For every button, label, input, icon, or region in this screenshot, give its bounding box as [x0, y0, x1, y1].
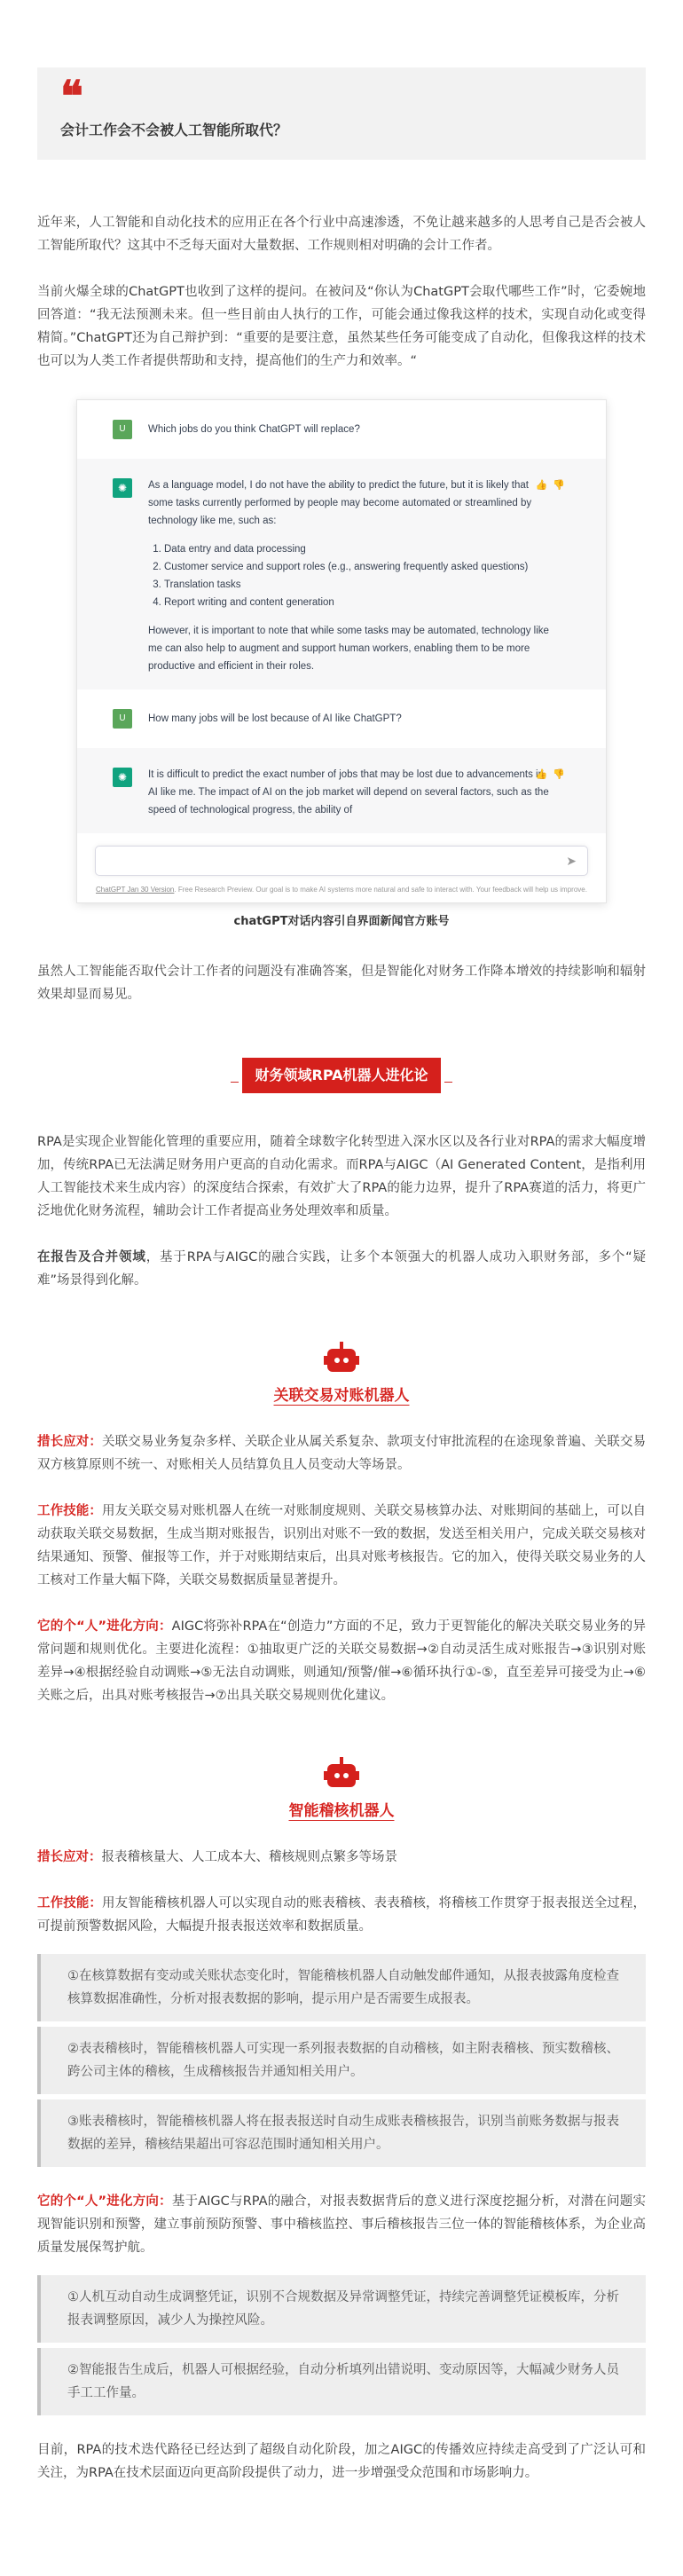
robot2-work: [37, 1892, 646, 1938]
evolution-label: 它的个“人”进化方向：: [37, 1619, 172, 1634]
pain-label: 措长应对：: [37, 1435, 102, 1449]
chat-answer-1-list: [161, 540, 553, 611]
intro-paragraph-2: 当前火爆全球的ChatGPT也收到了这样的提问。在被问及“你认为ChatGPT会取代哪些工作”时，它委婉地回答道：“我无法预测未来。但一些目前由人执行的工作，可能会通过像我这样的技术，实现自动化或变得精简。”ChatGPT还为自己辩护到：“重要的是要注意，虽然某些任务可能变成了自动化，但像我这样的技术也可以为人类工作者提供帮助和支持，提高他们的生产力和效率。“: [37, 285, 646, 368]
section-paragraph-2: [37, 1246, 646, 1292]
section-header: [37, 1058, 646, 1100]
chat-input[interactable]: [95, 846, 588, 876]
work-text: 用友关联交易对账机器人在统一对账制度规则、关联交易核算办法、对账期间的基础上，可以自动获取关联交易数据，生成当期对账报告，识别出对账不一致的数据，发送至相关用户，完成关联交易核对结果通知、预警、催报等工作，并于对账期结束后，出具对账考核报告。它的加入，使得关联交易业务的人工核对工作量大幅下降，关联交易数据质量显著提升。: [37, 1504, 647, 1587]
chat-ai-message-1: [77, 459, 606, 689]
quote-mark-icon: ❝: [60, 72, 83, 122]
robot2-title: 智能稽核机器人: [288, 1802, 395, 1820]
work-label: 工作技能：: [37, 1504, 102, 1518]
footer-text: . Free Research Preview. Our goal is to make AI systems more natural and safe to interact with. Your feedback will help us improve.: [174, 886, 587, 894]
list-item: 4. Report writing and content generation: [164, 594, 553, 611]
evolution-text: 基于AIGC与RPA的融合，对报表数据背后的意义进行深度挖掘分析，对潜在问题实现智能识别和预警，建立事前预防预警、事中稽核监控、事后稽核报告三位一体的智能稽核体系，为企业高质量发展保驾护航。: [37, 2194, 646, 2255]
work-text: 用友智能稽核机器人可以实现自动的账表稽核、表表稽核，将稽核工作贯穿于报表报送全过程，可提前预警数据风险，大幅提升报表报送效率和数据质量。: [37, 1896, 647, 1934]
user-avatar: U: [113, 709, 132, 729]
list-item: ③账表稽核时，智能稽核机器人将在报表报送时自动生成账表稽核报告，识别当前账务数据与报表数据的差异，稽核结果超出可容忍范围时通知相关用户。: [37, 2099, 646, 2167]
pain-text: 报表稽核量大、人工成本大、稽核规则点繁多等场景: [101, 1850, 397, 1864]
chat-footer: [77, 883, 606, 902]
quote-block: [37, 67, 646, 160]
chat-input-area: [77, 833, 606, 883]
robot2-pain: [37, 1846, 646, 1869]
robot2-evolution: [37, 2190, 646, 2259]
after-chat-paragraph: 虽然人工智能能否取代会计工作者的问题没有准确答案，但是智能化对财务工作降本增效的持续影响和辐射效果却显而易见。: [37, 965, 646, 1002]
quote-text: 会计工作会不会被人工智能所取代？: [60, 122, 288, 138]
user-avatar: U: [113, 420, 132, 439]
chat-answer-2: It is difficult to predict the exact number of jobs that may be lost due to advancements in AI like me. The impact of AI on the job market will depend on several factors, such as the speed of technological progress, the ability of: [148, 769, 549, 815]
section-bold-lead: 在报告及合并领域: [37, 1250, 146, 1264]
list-item: 2. Customer service and support roles (e.g., answering frequently asked questions): [164, 558, 553, 576]
list-item: 3. Translation tasks: [164, 576, 553, 594]
chatgpt-logo-icon: ✺: [113, 768, 132, 787]
robot-icon: [326, 1342, 357, 1375]
chat-question-2: How many jobs will be lost because of AI like ChatGPT?: [148, 713, 402, 724]
robot-icon: [326, 1757, 357, 1791]
chat-ai-message-2: [77, 748, 606, 833]
robot1-evolution: [37, 1615, 646, 1707]
robot2-evolution-list: [37, 2275, 646, 2415]
chat-answer-1-intro: As a language model, I do not have the ability to predict the future, but it is likely that some tasks currently performed by people may become automated or streamlined by technology like me, such as:: [148, 480, 532, 526]
article: [0, 67, 683, 2529]
robot1-pain: [37, 1430, 646, 1477]
feedback-thumbs-icon[interactable]: 👍👎: [535, 480, 570, 491]
pain-text: 关联交易业务复杂多样、关联企业从属关系复杂、款项支付审批流程的在途现象普遍、关联交易双方核算原则不统一、对账相关人员结算负且人员变动大等场景。: [37, 1435, 647, 1472]
list-item: ①人机互动自动生成调整凭证，识别不合规数据及异常调整凭证，持续完善调整凭证模板库，分析报表调整原因，减少人为操控风险。: [37, 2275, 646, 2343]
work-label: 工作技能：: [37, 1896, 102, 1910]
chat-user-message-2: [77, 689, 606, 748]
image-caption: chatGPT对话内容引自界面新闻官方账号: [233, 915, 450, 928]
section-paragraph-2-text: ，基于RPA与AIGC的融合实践，让多个本领强大的机器人成功入职财务部，多个“疑难”场景得到化解。: [37, 1250, 646, 1288]
intro-paragraph-1: 近年来，人工智能和自动化技术的应用正在各个行业中高速渗透，不免让越来越多的人思考自己是否会被人工智能所取代？这其中不乏每天面对大量数据、工作规则相对明确的会计工作者。: [37, 216, 646, 253]
closing-paragraph: 目前，RPA的技术迭代路径已经达到了超级自动化阶段，加之AIGC的传播效应持续走高受到了广泛认可和关注，为RPA在技术层面迈向更高阶段提供了动力，进一步增强受众范围和市场影响力。: [37, 2443, 646, 2480]
evolution-label: 它的个“人”进化方向：: [37, 2194, 172, 2209]
chatgpt-logo-icon: ✺: [113, 478, 132, 498]
list-item: ②智能报告生成后，机器人可根据经验，自动分析填列出错说明、变动原因等，大幅减少财务人员手工工作量。: [37, 2348, 646, 2415]
list-item: 1. Data entry and data processing: [164, 540, 553, 558]
version-link[interactable]: ChatGPT Jan 30 Version: [96, 886, 175, 894]
robot1-work: [37, 1500, 646, 1592]
evolution-text: AIGC将弥补RPA在“创造力”方面的不足，致力于更智能化的解决关联交易业务的异常问题和规则优化。主要进化流程：①抽取更广泛的关联交易数据→②自动灵活生成对账报告→③识别对账差异→④根据经验自动调账→⑤无法自动调账，则通知/预警/催→⑥循环执行①-⑤，直至差异可接受为止→⑥关账之后，出具对账考核报告→⑦出具关联交易规则优化建议。: [37, 1619, 647, 1703]
chat-user-message-1: [77, 400, 606, 459]
robot1-title: 关联交易对账机器人: [273, 1387, 410, 1405]
chatgpt-screenshot: [76, 399, 607, 903]
pain-label: 措长应对：: [37, 1850, 102, 1864]
robot2-skill-list: [37, 1954, 646, 2167]
chat-answer-1-outro: However, it is important to note that while some tasks may be automated, technology like me can also help to augment and support human workers, enabling them to be more productive and efficient in their roles.: [148, 626, 549, 672]
list-item: ①在核算数据有变动或关账状态变化时，智能稽核机器人自动触发邮件通知，从报表披露角度检查核算数据准确性，分析对报表数据的影响，提示用户是否需要生成报表。: [37, 1954, 646, 2021]
list-item: ②表表稽核时，智能稽核机器人可实现一系列报表数据的自动稽核，如主附表稽核、预实数稽核、跨公司主体的稽核，生成稽核报告并通知相关用户。: [37, 2027, 646, 2094]
chat-question-1: Which jobs do you think ChatGPT will replace?: [148, 424, 360, 435]
feedback-thumbs-icon[interactable]: 👍👎: [535, 769, 570, 780]
section-paragraph-1: RPA是实现企业智能化管理的重要应用，随着全球数字化转型进入深水区以及各行业对RPA的需求大幅度增加，传统RPA已无法满足财务用户更高的自动化需求。而RPA与AIGC（AI Generated Content，是指利用人工智能技术来生成内容）的深度结合探索，有效扩大了RPA的能力边界，提升了RPA赛道的活力，将更广泛地优化财务流程，辅助会计工作者提高业务处理效率和质量。: [37, 1135, 646, 1218]
send-icon[interactable]: ➤: [566, 854, 577, 868]
section-title: 财务领域RPA机器人进化论: [242, 1058, 442, 1093]
